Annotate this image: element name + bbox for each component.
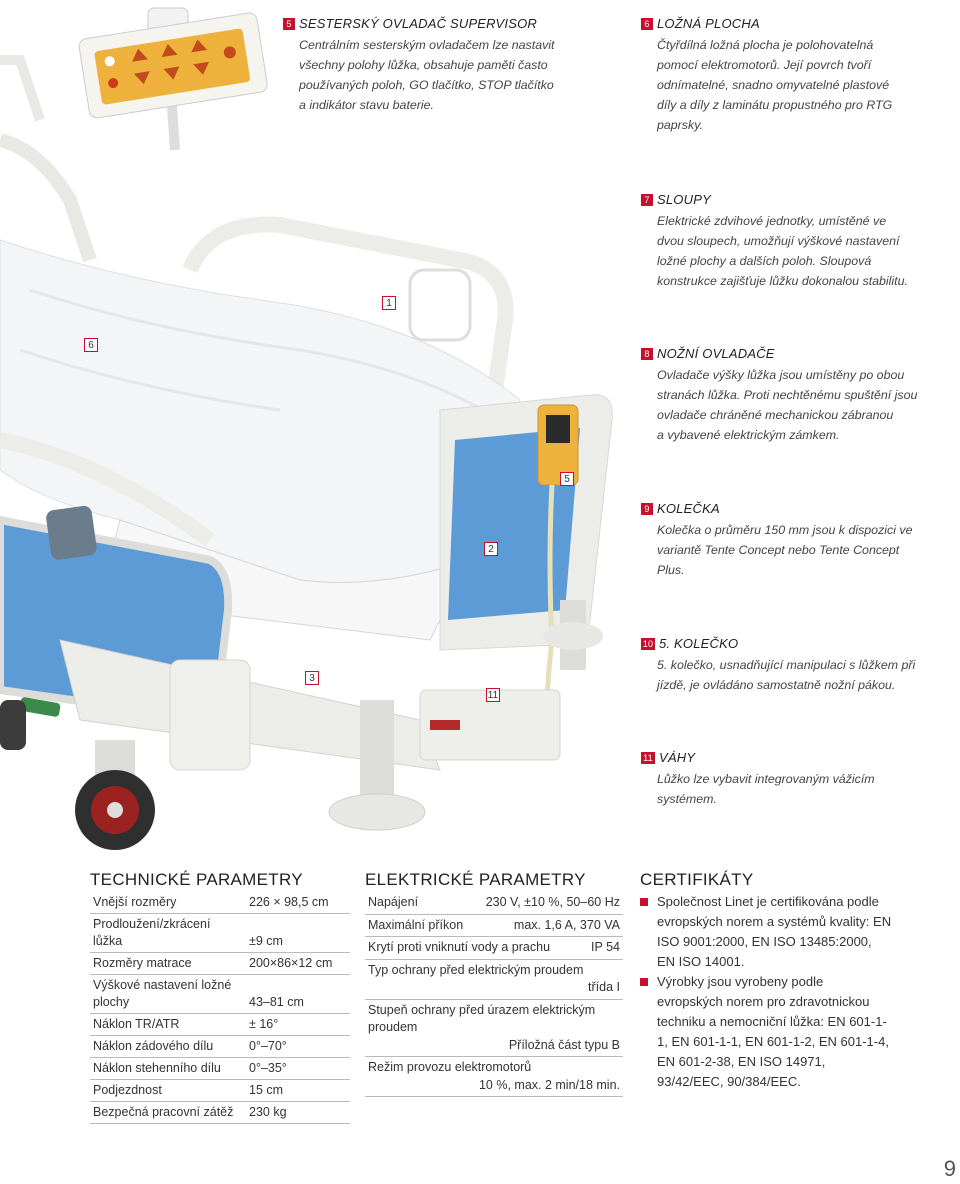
param-value: 230 V, ±10 %, 50–60 Hz	[485, 895, 620, 909]
table-row	[90, 1036, 350, 1058]
electrical-parameters-list	[365, 892, 623, 1097]
callout-pate-kolecko	[641, 634, 915, 695]
param-label: Maximální příkon	[368, 917, 464, 932]
callout-kolecka	[641, 499, 913, 580]
param-value: max. 1,6 A, 370 VA	[513, 917, 620, 932]
callout-nozni-ovladace	[641, 344, 917, 445]
callout-line: používaných poloh, GO tlačítko, STOP tlačítko	[299, 78, 554, 92]
list-item	[365, 1000, 623, 1058]
param-value: 0°–70°	[246, 1036, 350, 1058]
callout-line: všechny polohy lůžka, obsahuje paměti často	[299, 58, 548, 72]
callout-body	[641, 365, 917, 445]
marker-5: 5	[560, 472, 574, 486]
marker-6: 6	[84, 338, 98, 352]
table-row	[90, 892, 350, 914]
callout-line: Ovladače výšky lůžka jsou umístěny po obou	[657, 368, 905, 382]
param-value: 0°–35°	[246, 1058, 350, 1080]
page-number: 9	[943, 1156, 956, 1181]
callout-line: systémem.	[657, 792, 717, 806]
param-value: ±9 cm	[246, 914, 350, 953]
callout-number: 6	[641, 18, 653, 30]
callout-body	[641, 520, 913, 580]
callout-title: SLOUPY	[657, 192, 711, 207]
callout-head	[641, 14, 892, 34]
param-label: Náklon stehenního dílu	[90, 1058, 246, 1080]
param-label: Rozměry matrace	[90, 953, 246, 975]
callout-head	[641, 634, 915, 654]
callout-title: LOŽNÁ PLOCHA	[657, 16, 760, 31]
callout-sloupy	[641, 190, 908, 291]
callout-line: konstrukce zajišťuje lůžku dokonalou stabilitu.	[657, 274, 908, 288]
param-label: Prodloužení/zkrácení lůžka	[90, 914, 246, 953]
callout-line: 5. kolečko, usnadňující manipulaci s lůžkem při	[657, 658, 916, 672]
bullet-icon	[640, 978, 648, 986]
callout-head	[641, 190, 908, 210]
callout-title: KOLEČKA	[657, 501, 720, 516]
list-item	[365, 915, 623, 938]
callout-body	[641, 769, 875, 809]
table-row	[90, 1014, 350, 1036]
table-row	[90, 953, 350, 975]
technical-parameters-table	[90, 892, 350, 1124]
callout-title: SESTERSKÝ OVLADAČ SUPERVISOR	[299, 16, 537, 31]
param-value: 226 × 98,5 cm	[246, 892, 350, 914]
callout-line: paprsky.	[657, 118, 703, 132]
param-label: Typ ochrany před elektrickým proudem	[368, 962, 584, 977]
table-row	[90, 1102, 350, 1124]
callout-line: stranách lůžka. Proti nechtěnému spuštění jsou	[657, 388, 918, 402]
supervisor-controller-image	[78, 8, 268, 150]
table-row	[90, 914, 350, 953]
callout-supervisor	[283, 14, 554, 115]
marker-2: 2	[484, 542, 498, 556]
callout-line: ložné plochy a dalších poloh. Sloupová	[657, 254, 872, 268]
list-item	[640, 972, 892, 1092]
callout-title: 5. KOLEČKO	[659, 636, 739, 651]
callout-line: odnímatelné, snadno omyvatelné plastové	[657, 78, 890, 92]
callout-number: 7	[641, 194, 653, 206]
callout-body	[641, 35, 892, 135]
callout-line: Plus.	[657, 563, 685, 577]
callout-body	[641, 211, 908, 291]
list-item	[365, 937, 623, 960]
callout-line: dvou sloupech, umožňují výškové nastavení	[657, 234, 900, 248]
param-value: třída I	[588, 980, 620, 994]
certificate-text: Společnost Linet je certifikována podle evropských norem a systémů kvality: EN ISO 9001:2000, EN ISO 13485:2000, EN ISO 14001.	[657, 894, 892, 969]
callout-line: ovladače chráněné mechanickou zábranou	[657, 408, 894, 422]
callout-head	[641, 499, 913, 519]
list-item	[365, 1057, 623, 1097]
param-label: Bezpečná pracovní zátěž	[90, 1102, 246, 1124]
marker-11: 11	[487, 690, 499, 701]
callout-line: díly a díly z laminátu propustného pro RTG	[657, 98, 893, 112]
marker-1: 1	[382, 296, 396, 310]
callout-vahy	[641, 748, 875, 809]
callout-number: 10	[642, 639, 654, 649]
callout-number: 5	[283, 18, 295, 30]
param-label: Stupeň ochrany před úrazem elektrickým proudem	[368, 1002, 596, 1034]
callout-line: Centrálním sesterským ovladačem lze nastavit	[299, 38, 555, 52]
param-value: ± 16°	[246, 1014, 350, 1036]
certificate-text: Výrobky jsou vyrobeny podle evropských norem pro zdravotnickou techniku a nemocniční lůžka: EN 601-1-1, EN 601-1-1, EN 601-1-2, EN 601-1-4, EN 601-2-38, EN ISO 14971, 93/42/EEC, 90/384/EEC.	[657, 974, 889, 1089]
callout-lozna-plocha	[641, 14, 892, 135]
param-label: Náklon TR/ATR	[90, 1014, 246, 1036]
marker-3: 3	[305, 671, 319, 685]
callout-line: variantě Tente Concept nebo Tente Concept	[657, 543, 900, 557]
param-value: IP 54	[591, 940, 620, 954]
bullet-icon	[640, 898, 648, 906]
callout-body	[283, 35, 554, 115]
param-label: Režim provozu elektromotorů	[368, 1060, 532, 1074]
electrical-parameters-title: ELEKTRICKÉ PARAMETRY	[365, 870, 586, 889]
param-value: 200×86×12 cm	[246, 953, 350, 975]
callout-title: VÁHY	[659, 750, 696, 765]
param-label: Napájení	[368, 895, 419, 909]
callout-title: NOŽNÍ OVLADAČE	[657, 346, 775, 361]
param-value: 10 %, max. 2 min/18 min.	[478, 1077, 620, 1092]
param-value: 15 cm	[246, 1080, 350, 1102]
table-row	[90, 1080, 350, 1102]
certificates-list	[640, 892, 892, 1092]
callout-line: a indikátor stavu baterie.	[299, 98, 434, 112]
technical-parameters-title: TECHNICKÉ PARAMETRY	[90, 870, 303, 889]
list-item	[365, 892, 623, 915]
callout-head	[641, 344, 917, 364]
callout-line: a vybavené elektrickým zámkem.	[657, 428, 840, 442]
param-value: 43–81 cm	[246, 975, 350, 1014]
param-label: Krytí proti vniknutí vody a prachu	[368, 940, 551, 954]
callout-body	[641, 655, 915, 695]
table-row	[90, 975, 350, 1014]
param-label: Vnější rozměry	[90, 892, 246, 914]
param-value: Příložná část typu B	[508, 1037, 620, 1052]
callout-number: 11	[641, 752, 655, 764]
callout-line: Lůžko lze vybavit integrovaným vážicím	[657, 772, 875, 786]
callout-line: Kolečka o průměru 150 mm jsou k dispozici ve	[657, 523, 913, 537]
callout-number: 8	[641, 348, 653, 360]
param-label: Podjezdnost	[90, 1080, 246, 1102]
list-item	[365, 960, 623, 1000]
table-row	[90, 1058, 350, 1080]
param-label: Výškové nastavení ložné plochy	[90, 975, 246, 1014]
param-label: Náklon zádového dílu	[90, 1036, 246, 1058]
callout-number: 9	[641, 503, 653, 515]
callout-line: Elektrické zdvihové jednotky, umístěné ve	[657, 214, 887, 228]
callout-line: jízdě, je ovládáno samostatně nožní pákou.	[657, 678, 896, 692]
callout-head	[283, 14, 554, 34]
callout-line: pomocí elektromotorů. Její povrch tvoří	[657, 58, 872, 72]
certificates-title: CERTIFIKÁTY	[640, 870, 754, 889]
list-item	[640, 892, 892, 972]
param-value: 230 kg	[246, 1102, 350, 1124]
callout-line: Čtyřdílná ložná plocha je polohovatelná	[657, 38, 874, 52]
callout-head	[641, 748, 875, 768]
